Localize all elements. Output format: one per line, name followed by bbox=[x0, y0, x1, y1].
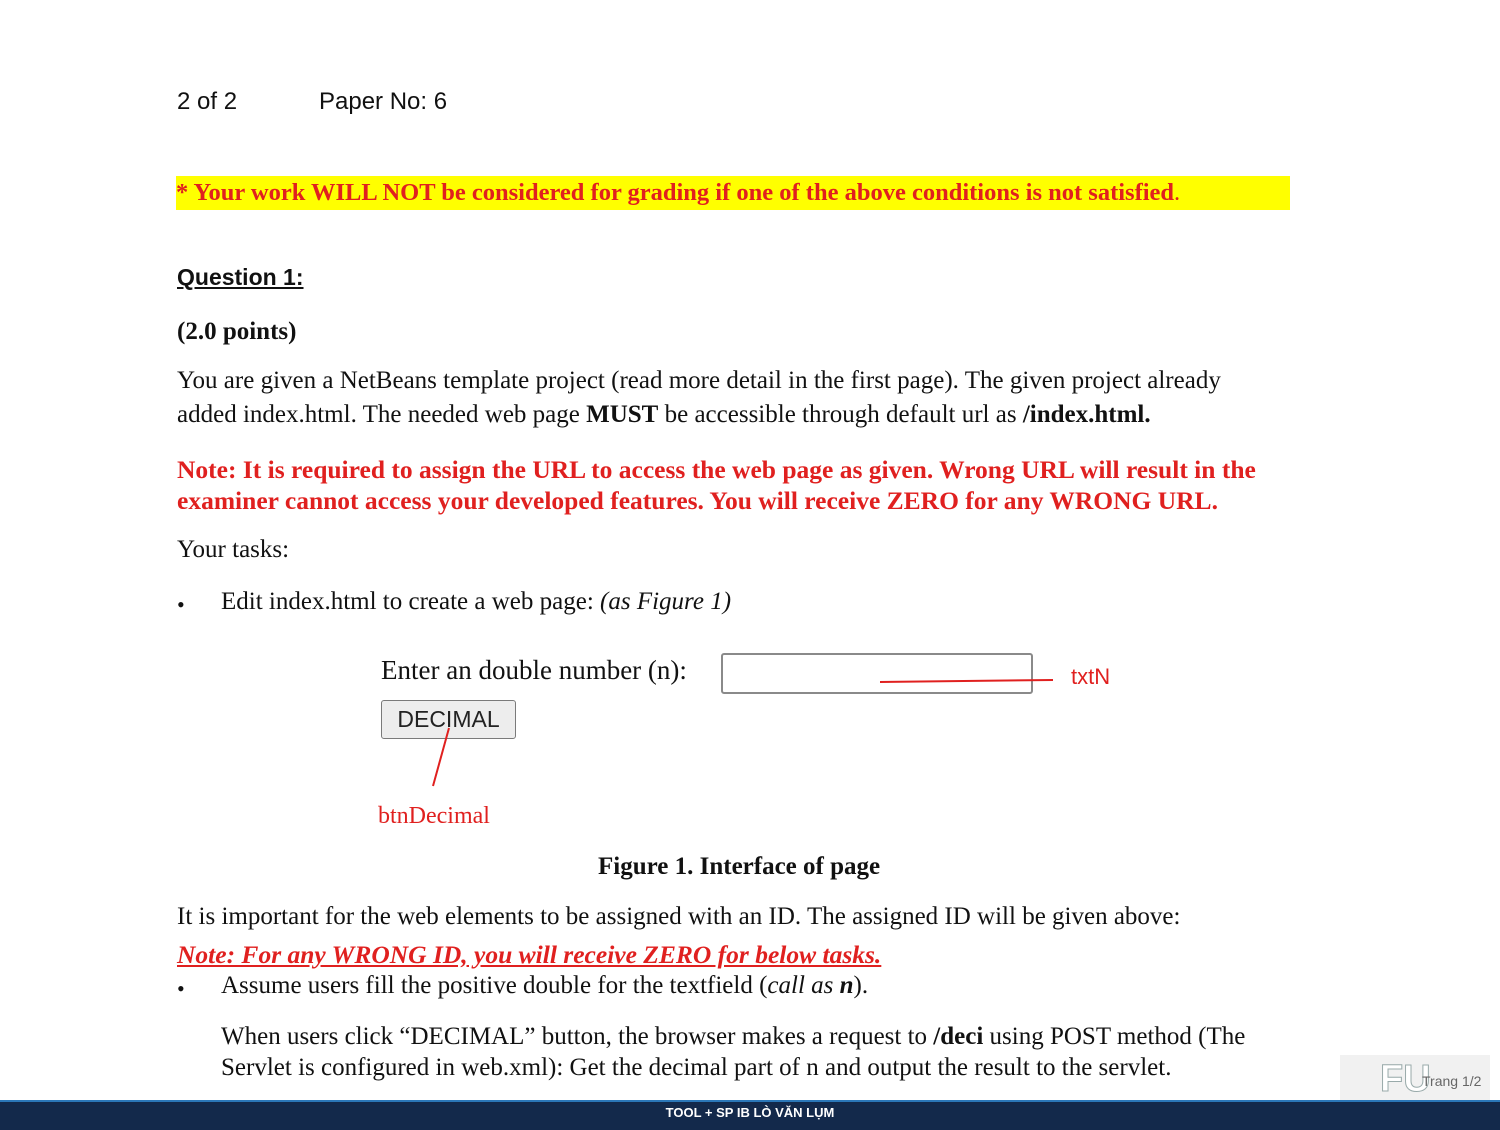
id-line: It is important for the web elements to be assigned with an ID. The assigned ID will be given above: bbox=[177, 903, 1181, 930]
task-2-d: ). bbox=[853, 972, 869, 999]
task-2-a: Assume users fill the positive double for the textfield ( bbox=[221, 972, 768, 999]
deci-endpoint: /deci bbox=[933, 1023, 984, 1050]
bullet-1: • bbox=[177, 592, 185, 617]
txtn-pointer-line bbox=[880, 680, 1053, 682]
intro-line-2-c: be accessible through default url as bbox=[658, 401, 1023, 428]
page-counter: 2 of 2 bbox=[177, 88, 238, 115]
figure-caption: Figure 1. Interface of page bbox=[598, 853, 881, 880]
btndecimal-pointer-line bbox=[433, 728, 449, 786]
figure-decimal-button: DECIMAL bbox=[381, 700, 516, 739]
task-2-line-2 bbox=[221, 1023, 1245, 1051]
grading-warning-text: * Your work WILL NOT be considered for grading if one of the above conditions is not satisfied bbox=[176, 179, 1175, 206]
txtn-annotation: txtN bbox=[1071, 664, 1111, 689]
intro-must: MUST bbox=[586, 401, 659, 428]
question-points: (2.0 points) bbox=[177, 318, 297, 345]
task-2-line-2-a: When users click “DECIMAL” button, the browser makes a request to bbox=[221, 1023, 934, 1050]
paper-number: Paper No: 6 bbox=[319, 88, 448, 115]
tasks-label: Your tasks: bbox=[177, 536, 290, 563]
fu-logo: FU bbox=[1380, 1058, 1431, 1100]
task-2-b: call as bbox=[767, 972, 840, 999]
bullet-2: • bbox=[177, 976, 185, 1001]
grading-warning-dot: . bbox=[1174, 179, 1181, 206]
task-2-c: n bbox=[839, 972, 854, 999]
intro-line-1: You are given a NetBeans template project (read more detail in the first page). The given project already bbox=[177, 367, 1221, 394]
btndecimal-annotation: btnDecimal bbox=[378, 803, 490, 829]
task-2-line-3: Servlet is configured in web.xml): Get the decimal part of n and output the result to the servlet. bbox=[221, 1054, 1172, 1081]
task-2 bbox=[221, 972, 868, 1000]
footer-text: TOOL + SP IB LÒ VĂN LỤM bbox=[665, 1105, 835, 1120]
url-note-line-1: Note: It is required to assign the URL to access the web page as given. Wrong URL will result in the bbox=[177, 455, 1256, 484]
task-1-b: (as Figure 1) bbox=[600, 588, 732, 615]
id-note: Note: For any WRONG ID, you will receive ZERO for below tasks. bbox=[177, 940, 882, 969]
url-note-line-2: examiner cannot access your developed features. You will receive ZERO for any WRONG URL. bbox=[177, 486, 1218, 515]
figure-input-label: Enter an double number (n): bbox=[381, 655, 687, 685]
question-title: Question 1: bbox=[177, 264, 304, 290]
task-2-line-2-c: using POST method (The bbox=[983, 1023, 1246, 1050]
intro-url: /index.html. bbox=[1022, 401, 1151, 428]
page-indicator: Trang 1/2 bbox=[1422, 1073, 1482, 1089]
task-1-a: Edit index.html to create a web page: bbox=[221, 588, 601, 615]
intro-line-2-a: added index.html. The needed web page bbox=[177, 401, 587, 428]
